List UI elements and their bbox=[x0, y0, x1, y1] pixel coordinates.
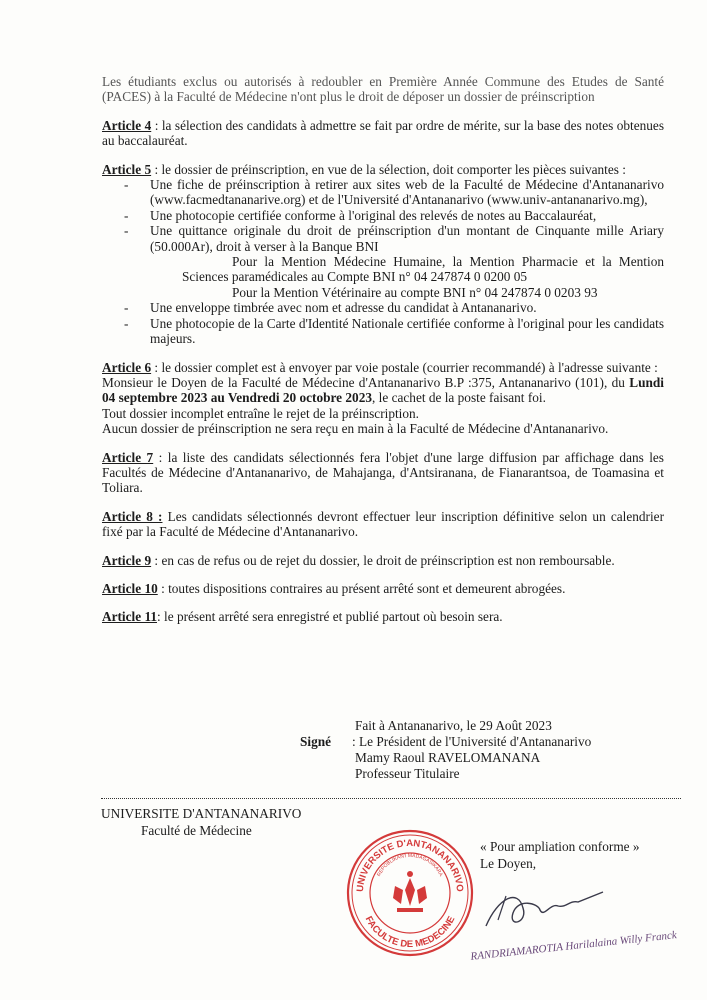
article-10-label: Article 10 bbox=[102, 580, 158, 596]
article-5-item-3: - Une quittance originale du droit de préinscription d'un montant de Cinquante mille Ariary (50.000Ar), droit à verser à la Banque BNI bbox=[150, 223, 664, 254]
article-11-label: Article 11 bbox=[102, 609, 158, 625]
article-6-incomplete: Tout dossier incomplet entraîne le rejet de la préinscription. bbox=[102, 405, 419, 421]
signer-name: RANDRIAMAROTIA Harilalaina Willy Franck bbox=[469, 929, 678, 963]
article-7-label: Article 7 bbox=[102, 449, 154, 465]
bank-account-1: Pour la Mention Médecine Humaine, la Mention Pharmacie et la Mention Sciences paramédicales au Compte BNI n° 04 247874 0 0200 05 bbox=[182, 254, 664, 285]
stamp-inner-text: REPOBLIKAN'I MADAGASIKARA bbox=[376, 852, 444, 878]
article-9-text: : en cas de refus ou de rejet du dossier, le droit de préinscription est non remboursable. bbox=[151, 552, 615, 568]
signatory-rank: Professeur Titulaire bbox=[355, 766, 460, 781]
article-5-text: : le dossier de préinscription, en vue de la sélection, doit comporter les pièces suivantes : bbox=[154, 161, 626, 177]
article-8-label: Article 8 : bbox=[102, 508, 163, 524]
article-7 bbox=[102, 450, 664, 496]
document-body bbox=[102, 74, 664, 638]
article-6-postmark: , le cachet de la poste faisant foi. bbox=[372, 390, 546, 406]
university-header bbox=[101, 805, 301, 839]
article-6-address: Monsieur le Doyen de la Faculté de Médecine d'Antananarivo B.P :375, Antananarivo (101), du bbox=[102, 374, 625, 390]
university-name: UNIVERSITE D'ANTANANARIVO bbox=[101, 806, 302, 821]
article-8-text: Les candidats sélectionnés devront effectuer leur inscription définitive selon un calendrier fixé par la Faculté de Médecine d'Antananarivo. bbox=[102, 508, 664, 540]
official-stamp bbox=[345, 828, 475, 958]
article-10-text: : toutes dispositions contraires au présent arrêté sont et demeurent abrogées. bbox=[157, 580, 566, 596]
signed-label: Signé bbox=[300, 734, 332, 749]
article-10 bbox=[102, 581, 664, 596]
ampliation-text: « Pour ampliation conforme » bbox=[480, 839, 640, 854]
article-5-list-cont bbox=[102, 300, 664, 346]
handwritten-signature bbox=[478, 878, 608, 938]
article-6 bbox=[102, 360, 664, 437]
article-6-no-hand-delivery: Aucun dossier de préinscription ne sera reçu en main à la Faculté de Médecine d'Antananarivo. bbox=[102, 421, 609, 437]
article-5-item-5: - Une photocopie de la Carte d'Identité Nationale certifiée conforme à l'original pour les candidats majeurs. bbox=[150, 316, 664, 347]
bank-account-2: Pour la Mention Vétérinaire au compte BNI n° 04 247874 0 0203 93 bbox=[232, 284, 598, 300]
article-6-text: : le dossier complet est à envoyer par voie postale (courrier recommandé) à l'adresse suivante : bbox=[151, 359, 658, 375]
stamp-bottom-text: FACULTE DE MEDECINE bbox=[362, 914, 458, 950]
article-7-text: : la liste des candidats sélectionnés fera l'objet d'une large diffusion par affichage dans les Facultés de Médecine d'Antananarivo, de Mahajanga, d'Antsiranana, de Fianarantsoa, de Toamasina et Toliara. bbox=[102, 449, 664, 496]
signed-row bbox=[300, 734, 680, 750]
article-4-label: Article 4 bbox=[102, 117, 152, 133]
article-5-item-4: - Une enveloppe timbrée avec nom et adresse du candidat à Antananarivo. bbox=[150, 300, 664, 315]
article-5 bbox=[102, 162, 664, 347]
signatory-title: : Le Président de l'Université d'Antananarivo bbox=[352, 734, 592, 749]
article-8 bbox=[102, 509, 664, 540]
article-11 bbox=[102, 609, 664, 624]
article-6-dates: Lundi 04 septembre 2023 au Vendredi 20 octobre 2023 bbox=[102, 374, 664, 406]
place-date: Fait à Antananarivo, le 29 Août 2023 bbox=[355, 718, 552, 733]
article-9-label: Article 9 bbox=[102, 552, 152, 568]
separator-rule bbox=[101, 798, 681, 799]
signature-block bbox=[300, 718, 680, 782]
faculty-name: Faculté de Médecine bbox=[141, 823, 252, 838]
article-5-list bbox=[102, 177, 664, 254]
article-5-label: Article 5 bbox=[102, 161, 152, 177]
article-5-item-1: - Une fiche de préinscription à retirer aux sites web de la Faculté de Médecine d'Antananarivo (www.facmedtananarive.org) et de l'Université d'Antananarivo (www.univ-antananarivo.mg), bbox=[150, 177, 664, 208]
ampliation-block bbox=[480, 838, 640, 872]
article-4 bbox=[102, 118, 664, 149]
stamp-emblem-icon bbox=[393, 871, 427, 912]
article-6-label: Article 6 bbox=[102, 359, 152, 375]
stamp-top-text: UNIVERSITE D'ANTANANARIVO bbox=[354, 837, 466, 893]
article-11-text: : le présent arrêté sera enregistré et publié partout où besoin sera. bbox=[157, 609, 503, 625]
doyen-label: Le Doyen, bbox=[480, 856, 537, 871]
top-partial-paragraph: Les étudiants exclus ou autorisés à redoubler en Première Année Commune des Etudes de Santé (PACES) à la Faculté de Médecine n'ont plus le droit de déposer un dossier de préinscription bbox=[102, 74, 664, 105]
article-5-item-2: - Une photocopie certifiée conforme à l'original des relevés de notes au Baccalauréat, bbox=[150, 208, 664, 223]
article-4-text: : la sélection des candidats à admettre se fait par ordre de mérite, sur la base des notes obtenues au baccalauréat. bbox=[102, 117, 664, 149]
signatory-name: Mamy Raoul RAVELOMANANA bbox=[355, 750, 541, 765]
article-9 bbox=[102, 553, 664, 568]
